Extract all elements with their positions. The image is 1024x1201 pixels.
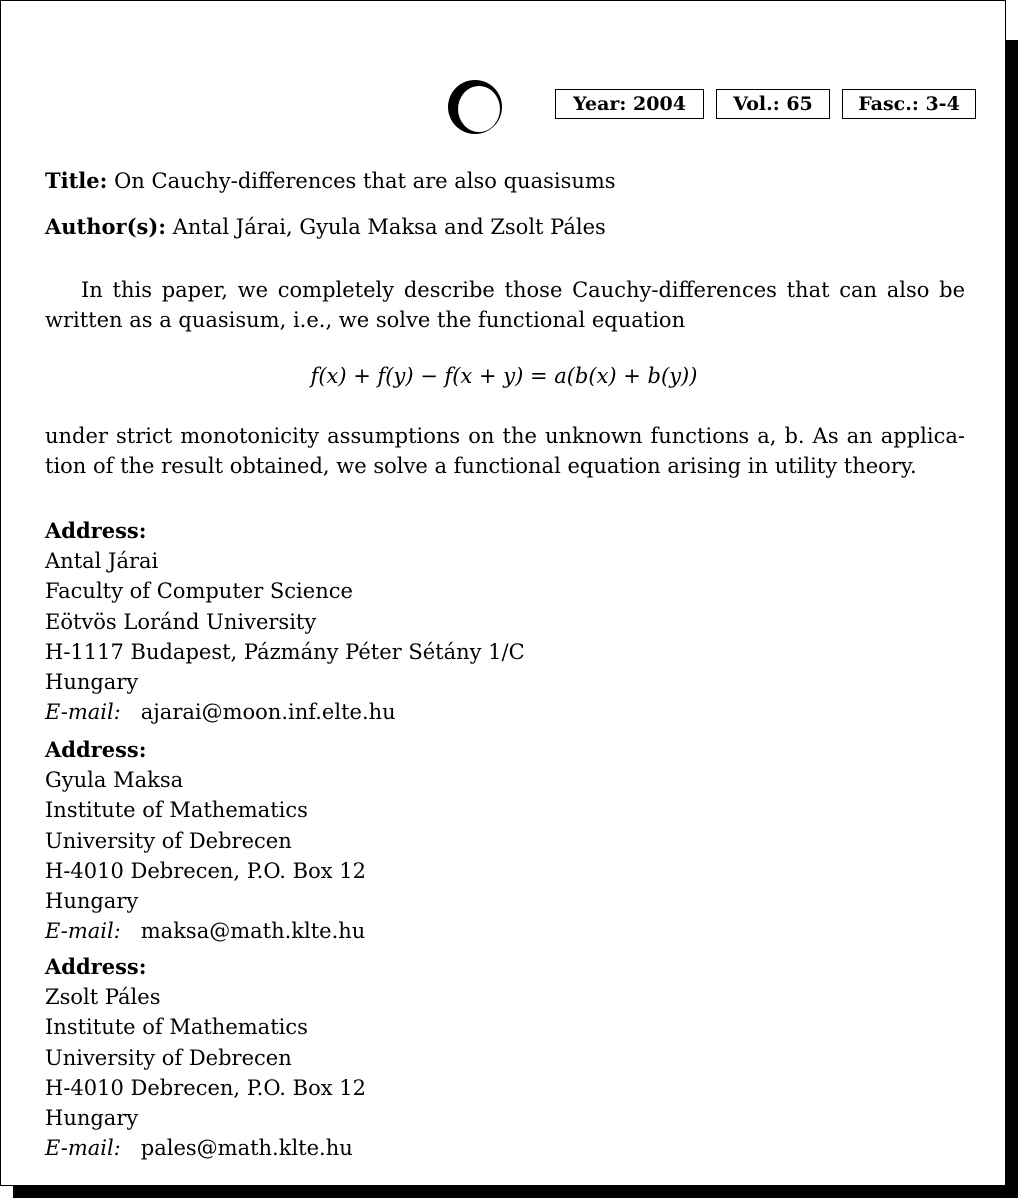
address-country: Hungary bbox=[45, 670, 139, 695]
address-dept: Institute of Mathematics bbox=[45, 1015, 308, 1040]
address-email-line bbox=[45, 697, 525, 727]
authors-label: Author(s): bbox=[45, 214, 167, 239]
address-country: Hungary bbox=[45, 1106, 139, 1131]
address-block bbox=[45, 952, 366, 1163]
email-address: ajarai@moon.inf.elte.hu bbox=[140, 700, 396, 725]
address-email-line bbox=[45, 916, 366, 946]
abstract-line-3: under strict monotonicity assumptions on the unknown functions a, b. As an applica- bbox=[45, 424, 965, 448]
fascicle-box: Fasc.: 3-4 bbox=[842, 89, 976, 119]
paper-title: On Cauchy-differences that are also quasisums bbox=[114, 169, 616, 193]
address-heading: Address: bbox=[45, 518, 147, 543]
year-box: Year: 2004 bbox=[555, 89, 704, 119]
address-street: H-1117 Budapest, Pázmány Péter Sétány 1/C bbox=[45, 639, 525, 664]
email-label: E-mail: bbox=[45, 700, 121, 725]
authors-line bbox=[45, 214, 606, 240]
page-shadow-bottom bbox=[13, 1186, 1018, 1198]
address-country: Hungary bbox=[45, 889, 139, 914]
paper-authors: Antal Járai, Gyula Maksa and Zsolt Páles bbox=[172, 215, 606, 239]
address-dept: Faculty of Computer Science bbox=[45, 579, 353, 604]
address-street: H-4010 Debrecen, P.O. Box 12 bbox=[45, 1075, 366, 1100]
address-street: H-4010 Debrecen, P.O. Box 12 bbox=[45, 858, 366, 883]
title-label: Title: bbox=[45, 168, 108, 193]
address-name: Antal Járai bbox=[45, 549, 159, 574]
address-block bbox=[45, 735, 366, 946]
address-dept: Institute of Mathematics bbox=[45, 798, 308, 823]
abstract-continuation bbox=[45, 421, 965, 481]
page-shadow-right bbox=[1006, 40, 1018, 1198]
address-institution: University of Debrecen bbox=[45, 1045, 292, 1070]
abstract-line-4: tion of the result obtained, we solve a functional equation arising in utility theory. bbox=[45, 454, 917, 478]
equation-text: f(x) + f(y) − f(x + y) = a(b(x) + b(y)) bbox=[310, 364, 698, 388]
address-institution: Eötvös Loránd University bbox=[45, 609, 317, 634]
address-heading: Address: bbox=[45, 954, 147, 979]
abstract-line-1: In this paper, we completely describe those Cauchy-differences that can also be bbox=[81, 278, 965, 302]
address-heading: Address: bbox=[45, 737, 147, 762]
address-name: Gyula Maksa bbox=[45, 768, 184, 793]
email-address: pales@math.klte.hu bbox=[140, 1136, 353, 1161]
volume-box: Vol.: 65 bbox=[716, 89, 830, 119]
journal-logo-icon bbox=[447, 79, 503, 135]
title-line bbox=[45, 168, 616, 194]
address-block bbox=[45, 516, 525, 727]
email-address: maksa@math.klte.hu bbox=[140, 919, 366, 944]
functional-equation bbox=[1, 361, 1007, 391]
email-label: E-mail: bbox=[45, 919, 121, 944]
abstract-line-2: written as a quasisum, i.e., we solve the functional equation bbox=[45, 308, 686, 332]
address-institution: University of Debrecen bbox=[45, 828, 292, 853]
address-email-line bbox=[45, 1133, 366, 1163]
email-label: E-mail: bbox=[45, 1136, 121, 1161]
address-name: Zsolt Páles bbox=[45, 985, 161, 1010]
